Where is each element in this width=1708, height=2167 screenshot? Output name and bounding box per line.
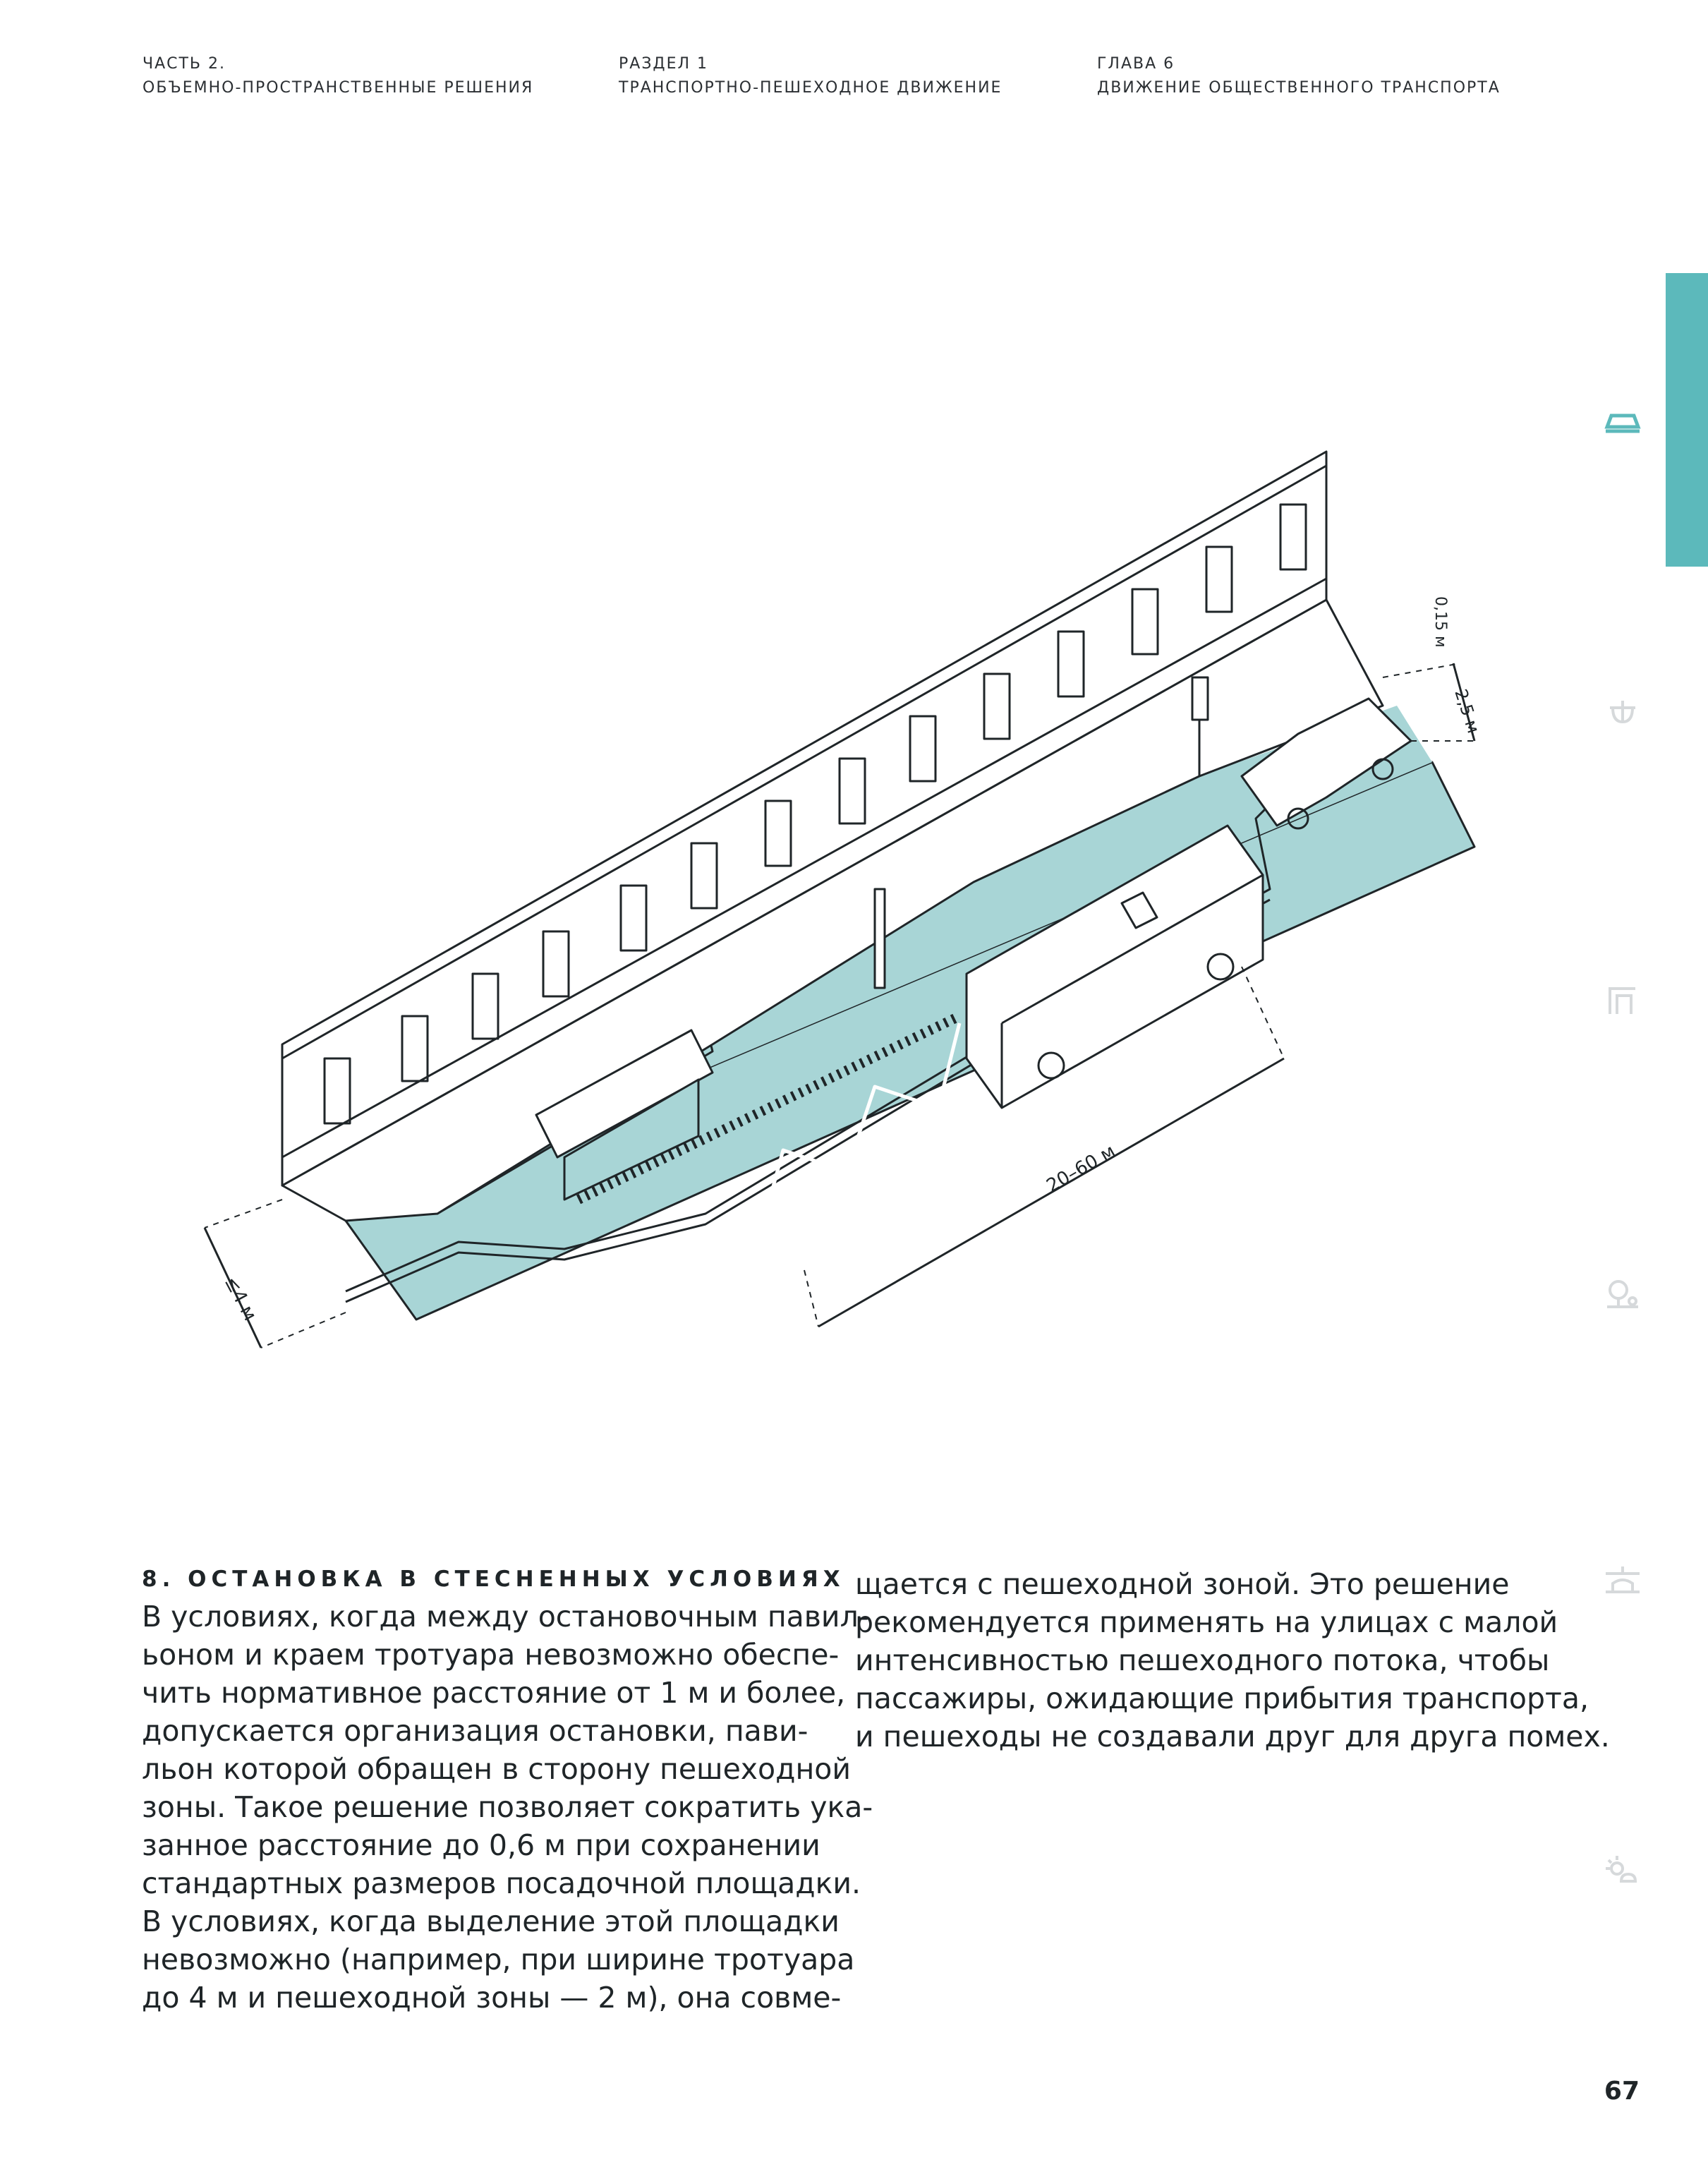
building-icon	[1600, 977, 1645, 1022]
paragraph-line: В условиях, когда между остановочным павил-	[142, 1600, 869, 1634]
paragraph-line: допускается организация остановки, пави-	[142, 1714, 808, 1748]
paragraph-line: льон которой обращен в сторону пешеходной	[142, 1752, 852, 1786]
weather-icon	[1600, 1849, 1645, 1894]
header-section-title: ТРАНСПОРТНО-ПЕШЕХОДНОЕ ДВИЖЕНИЕ	[619, 79, 1003, 97]
paragraph-line: стандартных размеров посадочной площадки.	[142, 1866, 861, 1900]
paragraph-line: щается с пешеходной зоной. Это решение	[855, 1567, 1510, 1601]
paragraph-line: невозможно (например, при ширине тротуара	[142, 1943, 855, 1976]
section-title: 8. ОСТАНОВКА В СТЕСНЕННЫХ УСЛОВИЯХ	[142, 1567, 845, 1592]
text-column-2	[855, 1565, 1610, 1756]
info-pillar	[875, 889, 885, 988]
paragraph-line: пассажиры, ожидающие прибытия транспорта,	[855, 1682, 1589, 1715]
paragraph-line: ьоном и краем тротуара невозможно обеспе-	[142, 1638, 840, 1672]
tree-icon	[1600, 1270, 1645, 1315]
text-column-1	[142, 1565, 873, 2017]
paragraph-line: чить нормативное расстояние от 1 м и более,	[142, 1676, 846, 1710]
header-section-label: РАЗДЕЛ 1	[619, 55, 709, 73]
header-chapter-label: ГЛАВА 6	[1097, 55, 1175, 73]
header-part-label: ЧАСТЬ 2.	[143, 55, 226, 73]
section-tab	[1666, 273, 1708, 567]
header-chapter-title: ДВИЖЕНИЕ ОБЩЕСТВЕННОГО ТРАНСПОРТА	[1097, 79, 1501, 97]
dim-lane-width: 2,5 м	[1450, 687, 1484, 736]
metro-icon	[1600, 688, 1645, 733]
paragraph-line: рекомендуется применять на улицах с малой	[855, 1605, 1558, 1639]
paragraph-line: до 4 м и пешеходной зоны — 2 м), она совме-	[142, 1981, 842, 2015]
dim-stop-length: 20–60 м	[1043, 1140, 1120, 1197]
dim-curb-gap: 0,15 м	[1431, 596, 1449, 648]
car-icon	[1600, 399, 1645, 444]
dim-sidewalk-width: ≤4 м	[219, 1273, 261, 1324]
paragraph-line: интенсивностью пешеходного потока, чтобы	[855, 1643, 1550, 1677]
paragraph-line: занное расстояние до 0,6 м при сохранении	[142, 1828, 820, 1862]
paragraph-line: зоны. Такое решение позволяет сократить ука-	[142, 1790, 873, 1824]
page-number: 67	[1604, 2077, 1640, 2106]
road-sign	[1192, 677, 1208, 720]
header-part-title: ОБЪЕМНО-ПРОСТРАНСТВЕННЫЕ РЕШЕНИЯ	[143, 79, 534, 97]
paragraph-line: В условиях, когда выделение этой площадки	[142, 1905, 840, 1938]
paragraph-line: и пешеходы не создавали друг для друга помех.	[855, 1720, 1610, 1753]
